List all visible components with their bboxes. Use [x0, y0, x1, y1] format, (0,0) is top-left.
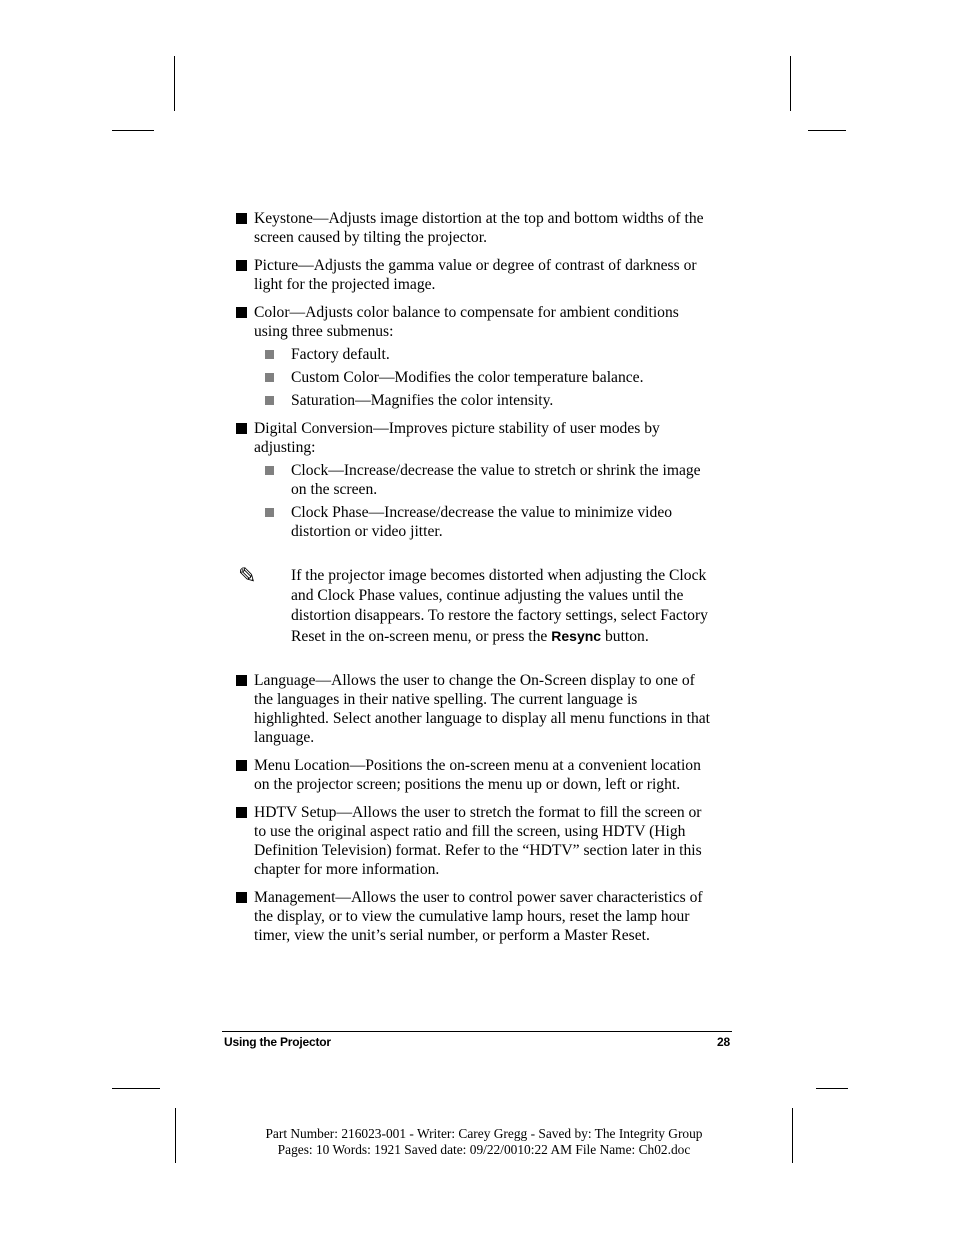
list-item-language — [236, 671, 716, 747]
square-bullet-icon — [236, 260, 247, 271]
subitem-custom-color — [236, 368, 716, 387]
square-bullet-icon — [236, 675, 247, 686]
gray-square-bullet-icon — [265, 466, 274, 475]
crop-mark-bottom-left-horizontal — [112, 1088, 160, 1089]
crop-mark-top-left-horizontal — [112, 130, 154, 131]
subitem-saturation — [236, 391, 716, 410]
subitem-text: Factory default. — [291, 346, 390, 363]
document-info — [230, 1126, 738, 1158]
list-item-menu-location — [236, 756, 716, 794]
list-item-text: Picture—Adjusts the gamma value or degree of contrast of darkness or light for the projected image. — [254, 257, 697, 293]
document-info-line-1: Part Number: 216023-001 - Writer: Carey Gregg - Saved by: The Integrity Group — [265, 1126, 703, 1141]
subitem-clock — [236, 461, 716, 499]
subitem-text: Clock Phase—Increase/decrease the value to minimize video distortion or video jitter. — [291, 504, 673, 540]
list-item-management — [236, 888, 716, 945]
page-content — [236, 209, 716, 945]
square-bullet-icon — [236, 423, 247, 434]
crop-mark-top-right-vertical — [790, 56, 791, 111]
crop-mark-top-left-vertical — [174, 56, 175, 111]
list-item-text: Management—Allows the user to control power saver characteristics of the display, or to view the cumulative lamp hours, reset the lamp hour timer, view the unit’s serial number, or perform a Master Reset. — [254, 889, 703, 944]
resync-label: Resync — [551, 628, 602, 644]
crop-mark-bottom-right-vertical — [792, 1108, 793, 1163]
note-text-end: button. — [601, 628, 649, 645]
list-item-digital-conversion — [236, 419, 716, 457]
square-bullet-icon — [236, 807, 247, 818]
note-box — [236, 566, 719, 647]
subitem-text: Clock—Increase/decrease the value to stretch or shrink the image on the screen. — [291, 462, 701, 498]
list-item-keystone — [236, 209, 716, 247]
gray-square-bullet-icon — [265, 396, 274, 405]
list-item-text: Language—Allows the user to change the On-Screen display to one of the languages in their native spelling. The current language is highlighted. Select another language to display all menu functions in that language. — [254, 672, 711, 746]
list-item-text: Digital Conversion—Improves picture stability of user modes by adjusting: — [254, 420, 660, 456]
square-bullet-icon — [236, 307, 247, 318]
list-item-picture — [236, 256, 716, 294]
subitem-factory-default — [236, 345, 716, 364]
footer-section-title: Using the Projector — [224, 1035, 331, 1049]
list-item-color — [236, 303, 716, 341]
gray-square-bullet-icon — [265, 373, 274, 382]
square-bullet-icon — [236, 760, 247, 771]
gray-square-bullet-icon — [265, 508, 274, 517]
gray-square-bullet-icon — [265, 350, 274, 359]
footer-rule — [222, 1031, 732, 1032]
page-number: 28 — [717, 1035, 730, 1049]
subitem-text: Custom Color—Modifies the color temperature balance. — [291, 369, 644, 386]
pencil-icon: ✎ — [238, 564, 257, 589]
crop-mark-bottom-right-horizontal — [816, 1088, 848, 1089]
crop-mark-top-right-horizontal — [808, 130, 846, 131]
crop-mark-bottom-left-vertical — [175, 1108, 176, 1163]
list-item-text: Color—Adjusts color balance to compensate for ambient conditions using three submenus: — [254, 304, 679, 340]
note-text: If the projector image becomes distorted when adjusting the Clock and Clock Phase values, continue adjusting the values until the distortion disappears. To restore the factory settings, select Factory Reset in the on-screen menu, or press the — [291, 567, 708, 645]
square-bullet-icon — [236, 213, 247, 224]
document-info-line-2: Pages: 10 Words: 1921 Saved date: 09/22/0010:22 AM File Name: Ch02.doc — [277, 1142, 691, 1157]
list-item-text: Menu Location—Positions the on-screen menu at a convenient location on the projector screen; positions the menu up or down, left or right. — [254, 757, 701, 793]
square-bullet-icon — [236, 892, 247, 903]
list-item-hdtv-setup — [236, 803, 716, 879]
subitem-text: Saturation—Magnifies the color intensity. — [291, 392, 554, 409]
list-item-text: Keystone—Adjusts image distortion at the top and bottom widths of the screen caused by tilting the projector. — [254, 210, 704, 246]
list-item-text: HDTV Setup—Allows the user to stretch the format to fill the screen or to use the original aspect ratio and fill the screen, using HDTV (High Definition Television) format. Refer to the “HDTV” section later in this chapter for more information. — [254, 804, 702, 878]
subitem-clock-phase — [236, 503, 716, 541]
